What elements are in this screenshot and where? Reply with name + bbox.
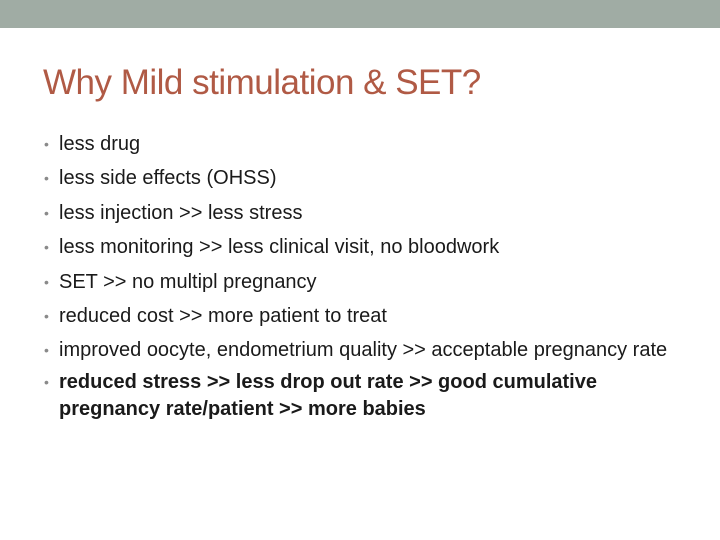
bullet-dot-icon: • [44,239,49,256]
bullet-item [44,269,684,296]
bullet-item [44,234,684,261]
bullet-dot-icon: • [44,136,49,152]
bullet-text: less injection >> less stress [59,201,303,224]
bullet-item [44,200,684,227]
bullet-text: improved oocyte, endometrium quality >> acceptable pregnancy rate [59,339,668,362]
bullet-dot-icon: • [44,170,49,187]
bullet-dot-icon: • [44,374,49,391]
bullet-text: SET >> no multipl pregnancy [59,270,317,293]
top-accent-bar [0,0,720,28]
bullet-list [44,131,684,431]
bullet-dot-icon: • [44,204,49,221]
bullet-text: less monitoring >> less clinical visit, no bloodwork [59,236,500,259]
bullet-item [44,131,684,158]
bullet-item-emphasis [44,369,684,423]
bullet-text: reduced cost >> more patient to treat [59,304,387,327]
bullet-item [44,165,684,192]
bullet-text: less drug [59,133,141,155]
bullet-item [44,337,684,364]
bullet-dot-icon: • [44,307,49,324]
bullet-dot-icon: • [44,342,49,359]
bullet-text: less side effects (OHSS) [59,167,277,190]
slide-title: Why Mild stimulation & SET? [43,63,481,102]
bullet-text: reduced stress >> less drop out rate >> good cumulative pregnancy rate/patient >> more babies [59,371,597,421]
bullet-item [44,303,684,330]
bullet-dot-icon: • [44,273,49,290]
